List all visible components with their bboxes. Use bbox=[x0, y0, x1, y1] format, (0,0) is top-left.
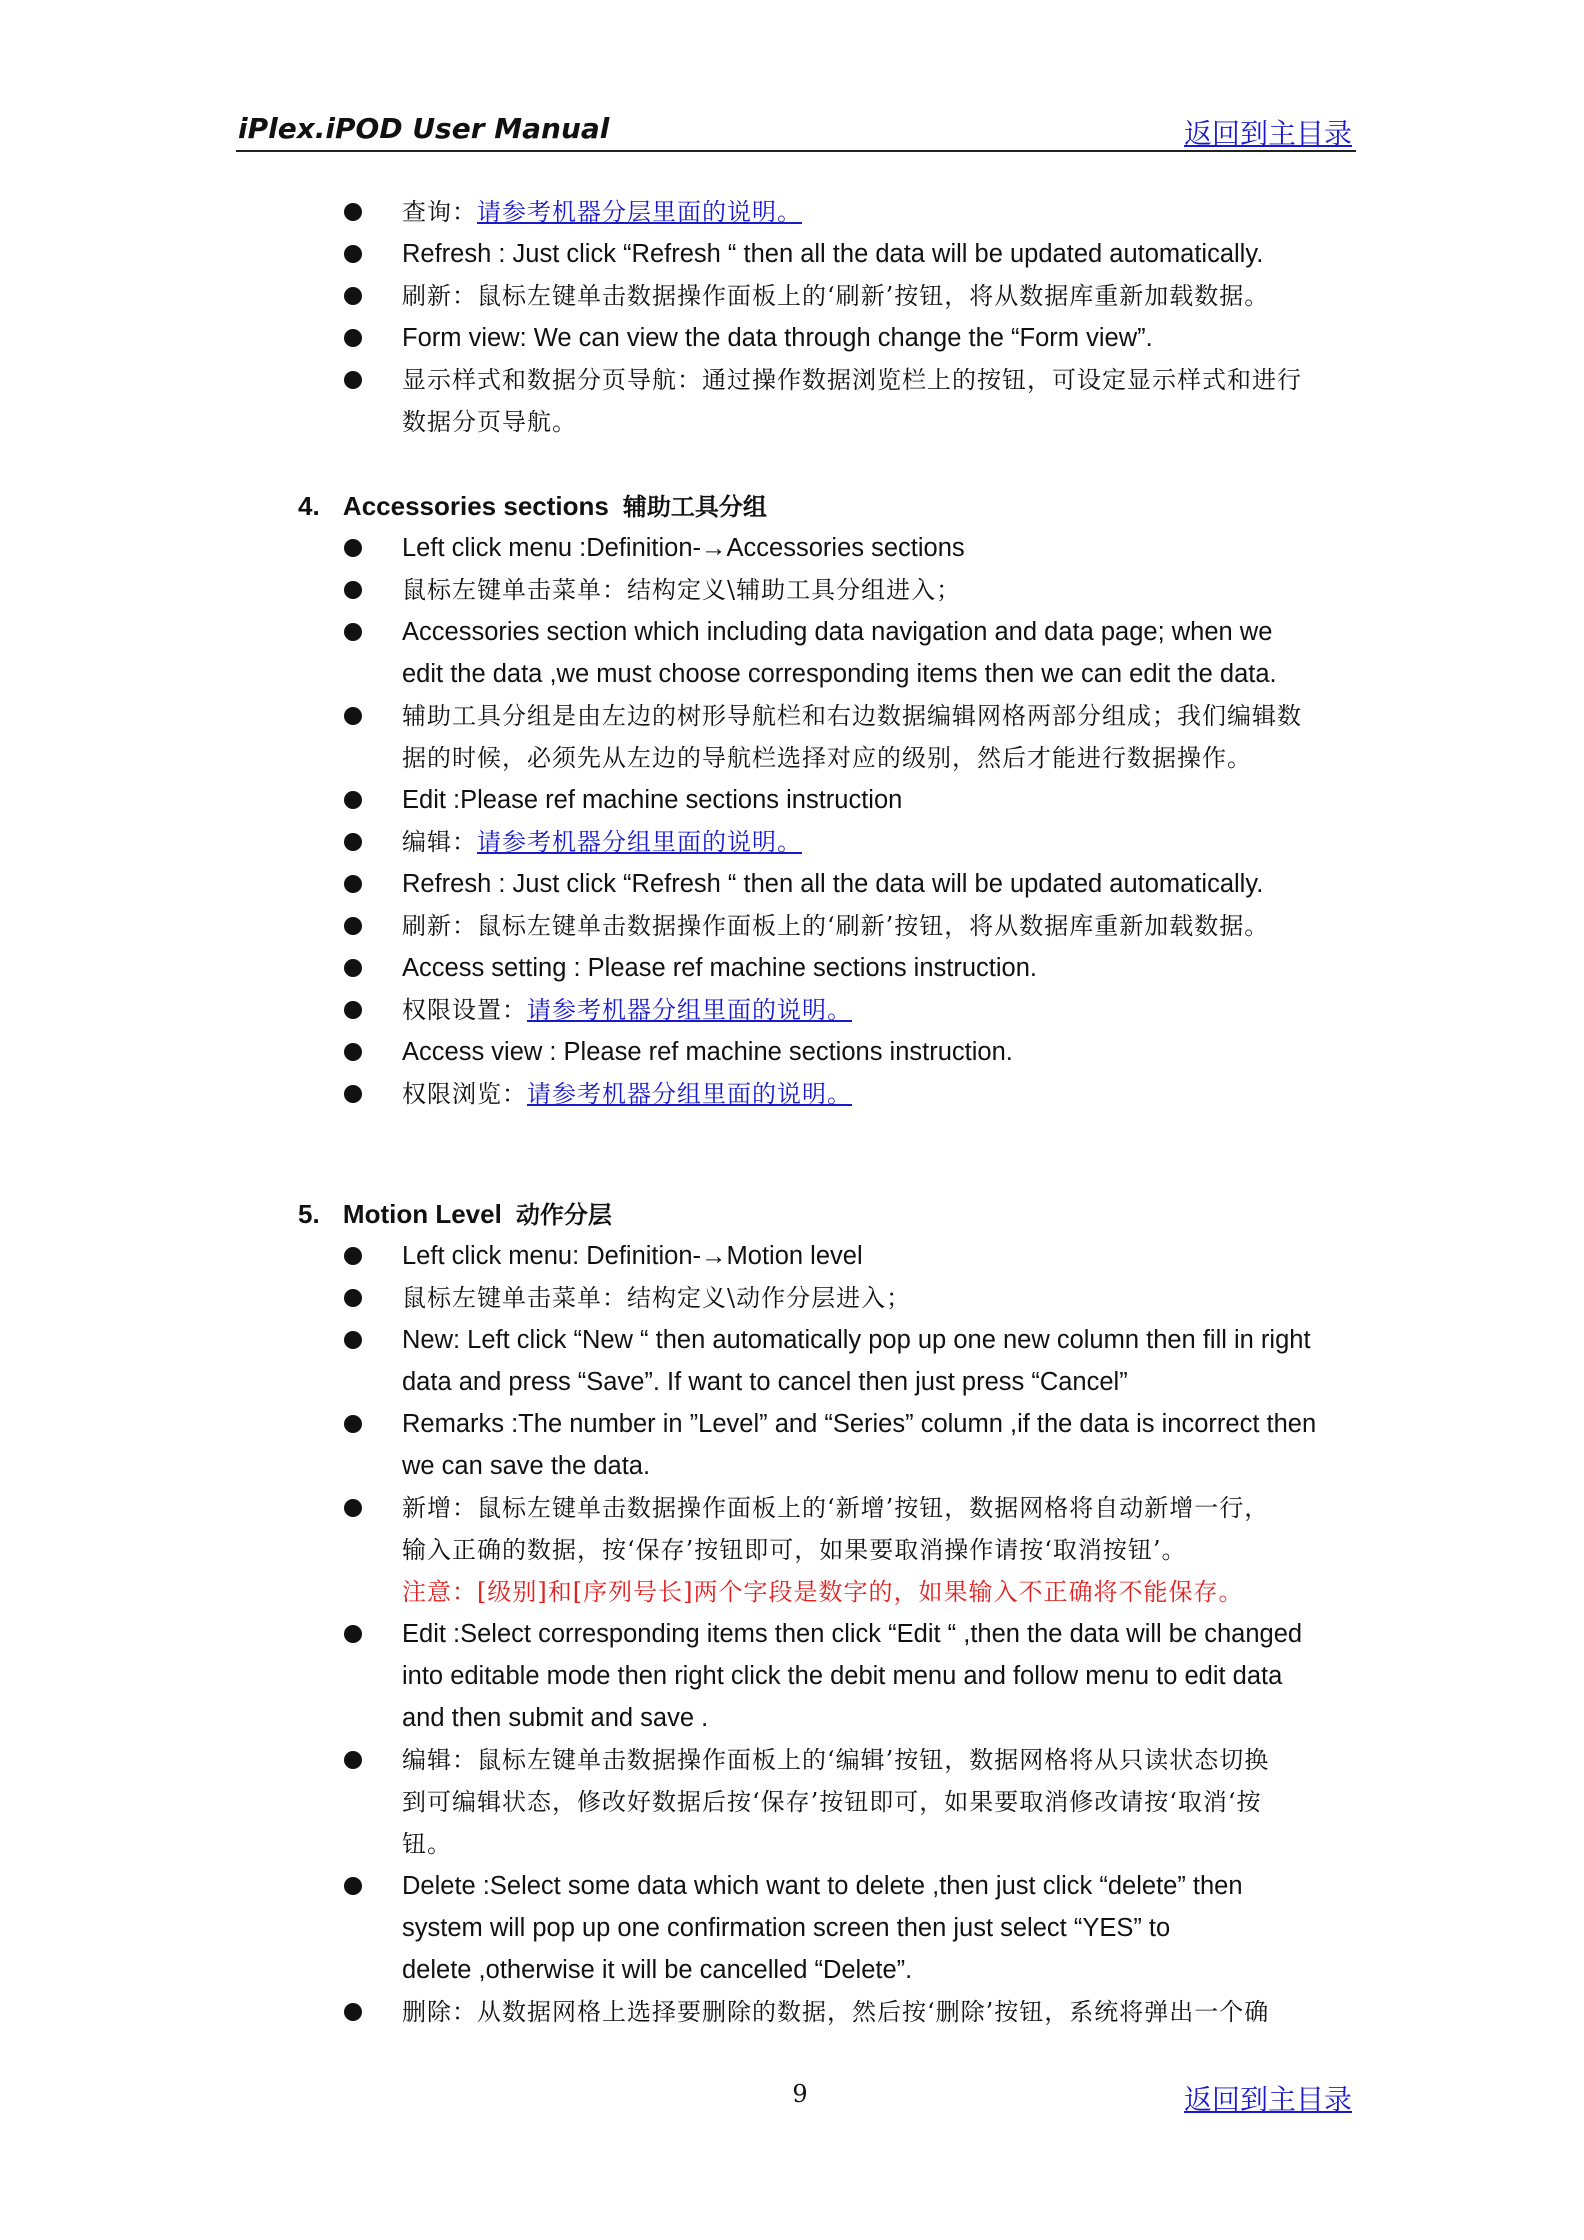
list-item-continuation: system will pop up one confirmation screen then just select “YES” to bbox=[402, 1914, 1171, 1942]
section-title: Motion Level bbox=[342, 1199, 502, 1229]
list-item-continuation: 钮。 bbox=[402, 1830, 452, 1858]
section-title-zh: 动作分层 bbox=[515, 1200, 612, 1229]
section-number: 4. bbox=[298, 491, 320, 521]
list-item: Form view: We can view the data through change the “Form view”. bbox=[402, 324, 1153, 352]
section-heading bbox=[298, 491, 767, 522]
list-item: 编辑：鼠标左键单击数据操作面板上的‘编辑’按钮，数据网格将从只读状态切换 bbox=[402, 1746, 1270, 1774]
list-item-continuation: edit the data ,we must choose corresponding items then we can edit the data. bbox=[402, 660, 1277, 688]
bullet bbox=[344, 2003, 362, 2021]
list-item bbox=[402, 1079, 852, 1109]
header-divider bbox=[236, 150, 1356, 152]
list-item-continuation: 数据分页导航。 bbox=[402, 408, 577, 436]
bullet bbox=[344, 539, 362, 557]
list-item-continuation: into editable mode then right click the debit menu and follow menu to edit data bbox=[402, 1662, 1283, 1690]
list-item bbox=[402, 827, 802, 857]
bullet bbox=[344, 1001, 362, 1019]
list-item: 鼠标左键单击菜单：结构定义\辅助工具分组进入； bbox=[402, 576, 962, 604]
list-item: Delete :Select some data which want to delete ,then just click “delete” then bbox=[402, 1872, 1243, 1900]
list-item bbox=[402, 197, 802, 227]
bullet bbox=[344, 287, 362, 305]
list-item: Refresh : Just click “Refresh “ then all the data will be updated automatically. bbox=[402, 870, 1264, 898]
section-title-zh: 辅助工具分组 bbox=[622, 492, 767, 521]
bullet bbox=[344, 371, 362, 389]
bullet bbox=[344, 917, 362, 935]
footer-toc-link[interactable]: 返回到主目录 bbox=[1183, 2083, 1352, 2116]
list-item: Accessories section which including data navigation and data page; when we bbox=[402, 618, 1273, 646]
section-title: Accessories sections bbox=[342, 491, 609, 521]
bullet bbox=[344, 791, 362, 809]
list-item: 刷新：鼠标左键单击数据操作面板上的‘刷新’按钮，将从数据库重新加载数据。 bbox=[402, 912, 1270, 940]
bullet bbox=[344, 581, 362, 599]
list-item-continuation: 到可编辑状态，修改好数据后按‘保存’按钮即可，如果要取消修改请按‘取消‘按 bbox=[402, 1788, 1262, 1816]
bullet bbox=[344, 1331, 362, 1349]
bullet bbox=[344, 707, 362, 725]
section-number: 5. bbox=[298, 1199, 320, 1229]
list-item-label: 编辑： bbox=[402, 828, 477, 856]
list-item: Edit :Please ref machine sections instruction bbox=[402, 786, 903, 814]
list-item-label: 查询： bbox=[402, 198, 477, 226]
list-item: Edit :Select corresponding items then click “Edit “ ,then the data will be changed bbox=[402, 1620, 1303, 1648]
list-item: 删除：从数据网格上选择要删除的数据，然后按‘删除’按钮，系统将弹出一个确 bbox=[402, 1998, 1270, 2026]
bullet bbox=[344, 203, 362, 221]
list-item-continuation: we can save the data. bbox=[402, 1452, 651, 1480]
list-item: 新增：鼠标左键单击数据操作面板上的‘新增’按钮，数据网格将自动新增一行， bbox=[402, 1494, 1270, 1522]
ref-link[interactable]: 请参考机器分组里面的说明。 bbox=[477, 828, 802, 856]
list-item: Access view : Please ref machine sections instruction. bbox=[402, 1038, 1013, 1066]
bullet bbox=[344, 245, 362, 263]
ref-link[interactable]: 请参考机器分组里面的说明。 bbox=[527, 996, 852, 1024]
list-item-continuation: 据的时候，必须先从左边的导航栏选择对应的级别，然后才能进行数据操作。 bbox=[402, 744, 1252, 772]
list-item-continuation: delete ,otherwise it will be cancelled “Delete”. bbox=[402, 1956, 913, 1984]
bullet bbox=[344, 959, 362, 977]
list-item: 辅助工具分组是由左边的树形导航栏和右边数据编辑网格两部分组成；我们编辑数 bbox=[402, 702, 1302, 730]
bullet bbox=[344, 1247, 362, 1265]
list-item-label: 权限浏览： bbox=[402, 1080, 527, 1108]
bullet bbox=[344, 1625, 362, 1643]
bullet bbox=[344, 833, 362, 851]
list-item-continuation: and then submit and save . bbox=[402, 1704, 709, 1732]
bullet bbox=[344, 329, 362, 347]
list-item bbox=[402, 995, 852, 1025]
bullet bbox=[344, 1751, 362, 1769]
list-item: Left click menu: Definition-→Motion level bbox=[402, 1242, 863, 1270]
section-heading bbox=[298, 1199, 612, 1230]
list-item: Left click menu :Definition-→Accessories sections bbox=[402, 534, 965, 562]
bullet bbox=[344, 875, 362, 893]
bullet bbox=[344, 1877, 362, 1895]
bullet bbox=[344, 1085, 362, 1103]
bullet bbox=[344, 1289, 362, 1307]
page-number: 9 bbox=[792, 2080, 808, 2108]
document-title: iPlex.iPOD User Manual bbox=[238, 112, 610, 145]
list-item: 鼠标左键单击菜单：结构定义\动作分层进入； bbox=[402, 1284, 912, 1312]
list-item: New: Left click “New “ then automatically pop up one new column then fill in right bbox=[402, 1326, 1311, 1354]
list-item: Refresh : Just click “Refresh “ then all the data will be updated automatically. bbox=[402, 240, 1264, 268]
ref-link[interactable]: 请参考机器分层里面的说明。 bbox=[477, 198, 802, 226]
list-item: 刷新：鼠标左键单击数据操作面板上的‘刷新’按钮，将从数据库重新加载数据。 bbox=[402, 282, 1270, 310]
list-item: Access setting : Please ref machine sections instruction. bbox=[402, 954, 1037, 982]
list-item-continuation: 输入正确的数据，按‘保存’按钮即可，如果要取消操作请按‘取消按钮’。 bbox=[402, 1536, 1187, 1564]
warning-note: 注意：[级别]和[序列号长]两个字段是数字的，如果输入不正确将不能保存。 bbox=[402, 1578, 1244, 1606]
ref-link[interactable]: 请参考机器分组里面的说明。 bbox=[527, 1080, 852, 1108]
list-item-label: 权限设置： bbox=[402, 996, 527, 1024]
bullet bbox=[344, 623, 362, 641]
list-item: 显示样式和数据分页导航：通过操作数据浏览栏上的按钮，可设定显示样式和进行 bbox=[402, 366, 1302, 394]
bullet bbox=[344, 1499, 362, 1517]
bullet bbox=[344, 1043, 362, 1061]
bullet bbox=[344, 1415, 362, 1433]
list-item-continuation: data and press “Save”. If want to cancel then just press “Cancel” bbox=[402, 1368, 1128, 1396]
header-toc-link[interactable]: 返回到主目录 bbox=[1183, 117, 1352, 150]
list-item: Remarks :The number in ”Level” and “Series” column ,if the data is incorrect then bbox=[402, 1410, 1317, 1438]
